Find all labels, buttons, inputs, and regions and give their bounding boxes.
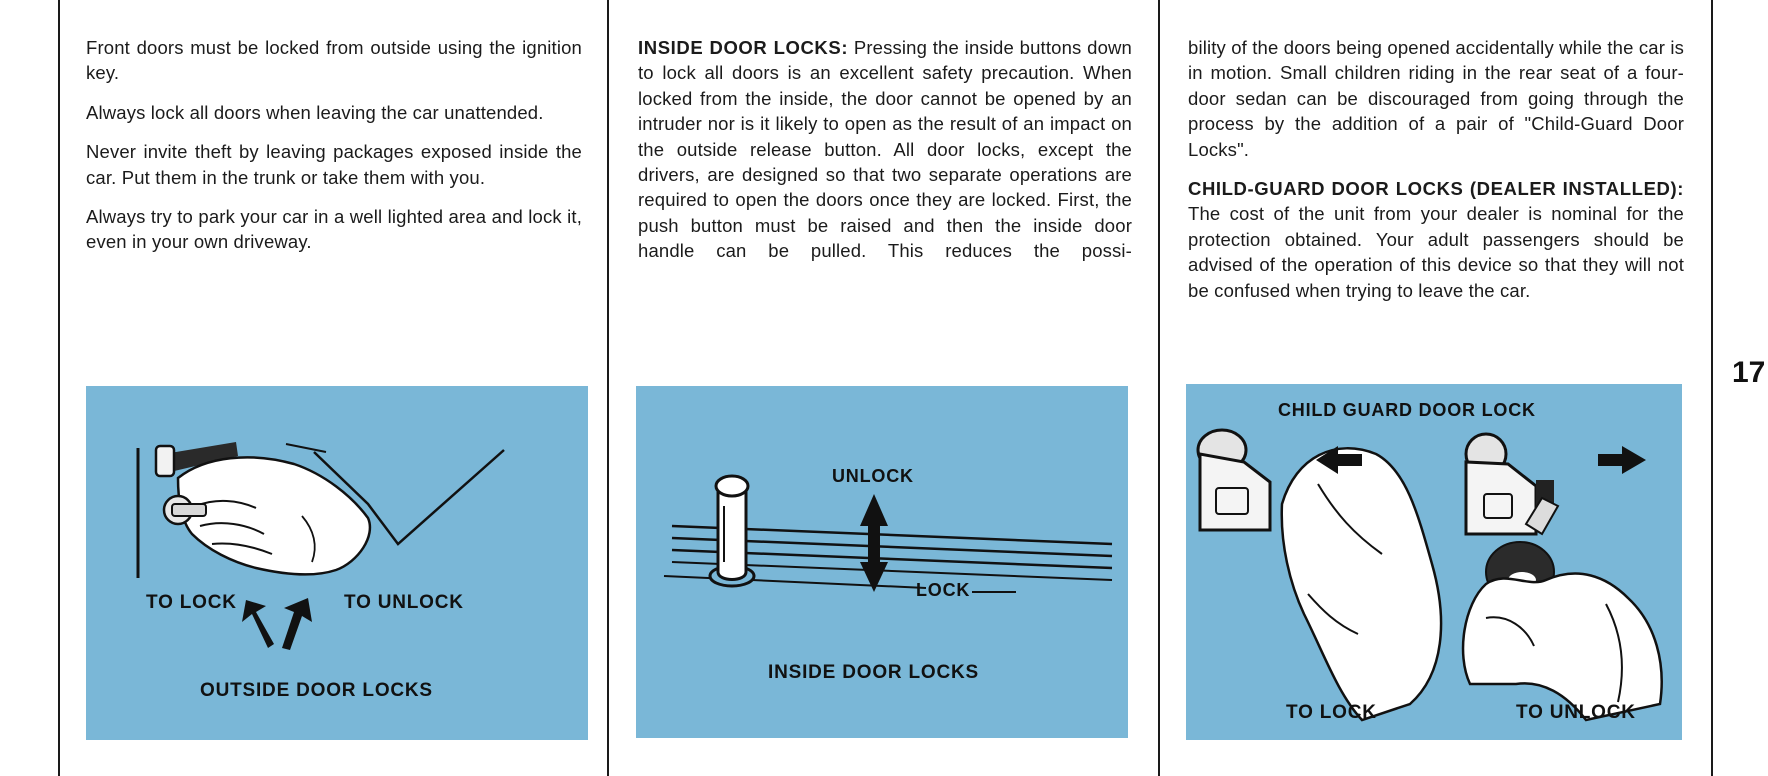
inside-door-locks-heading: INSIDE DOOR LOCKS: (638, 37, 849, 58)
column-divider-3 (1158, 0, 1160, 776)
paragraph-parking: Always try to park your car in a well lighted area and lock it, even in your own driveway. (86, 206, 582, 253)
paragraph-theft: Never invite theft by leaving packages exposed inside the car. Put them in the trunk or take them with you. (86, 141, 582, 188)
paragraph-ignition-key: Front doors must be locked from outside using the ignition key. (86, 37, 582, 84)
outside-label-to-unlock: TO UNLOCK (344, 592, 464, 613)
child-riding-paragraph: bility of the doors being opened accidentally while the car is in motion. Small children riding in the rear seat of a four-door sedan can be discouraged from going through the process by the addition of a pair of "Child-Guard Door Locks". (1188, 37, 1684, 160)
inside-door-locks-illustration (636, 386, 1128, 738)
inside-door-locks-body: Pressing the inside buttons down to lock all doors is an excellent safety precaution. When locked from the inside, the door cannot be opened by an intruder nor is it likely to open as the result of an impact on the outside release button. All door locks, except the drivers, are designed so that two separate operations are required to open the doors once they are locked. First, the push button must be raised and then the inside door handle can be pulled. This reduces the possi- (638, 37, 1132, 262)
child-guard-paragraph (1188, 176, 1684, 303)
child-guard-heading: CHILD-GUARD DOOR LOCKS (DEALER INSTALLED): (1188, 178, 1684, 200)
inside-door-locks-paragraph (638, 35, 1132, 264)
child-guard-drawing (1186, 384, 1682, 740)
column-divider-2 (607, 0, 609, 776)
inside-label-lock: LOCK (916, 580, 971, 600)
column-divider-4 (1711, 0, 1713, 776)
column-2-text (638, 35, 1132, 278)
inside-label-unlock: UNLOCK (832, 466, 914, 486)
outside-door-locks-illustration (86, 386, 588, 740)
child-guard-label-to-lock: TO LOCK (1286, 702, 1377, 723)
child-guard-label-to-unlock: TO UNLOCK (1516, 702, 1636, 723)
outside-door-locks-caption: OUTSIDE DOOR LOCKS (200, 680, 433, 701)
column-divider-1 (58, 0, 60, 776)
inside-door-lock-drawing (636, 386, 1128, 738)
column-3-text (1188, 35, 1684, 317)
child-guard-illustration (1186, 384, 1682, 740)
child-guard-title: CHILD GUARD DOOR LOCK (1278, 400, 1536, 420)
page-number: 17 (1732, 356, 1766, 389)
column-1-text (86, 35, 582, 269)
outside-label-to-lock: TO LOCK (146, 592, 237, 613)
inside-door-locks-caption: INSIDE DOOR LOCKS (768, 662, 980, 683)
child-guard-body: The cost of the unit from your dealer is nominal for the protection obtained. Your adult passengers should be advised of the operation of this device so that they will not be confused when trying to leave the car. (1188, 203, 1684, 301)
paragraph-lock-doors: Always lock all doors when leaving the car unattended. (86, 101, 544, 123)
